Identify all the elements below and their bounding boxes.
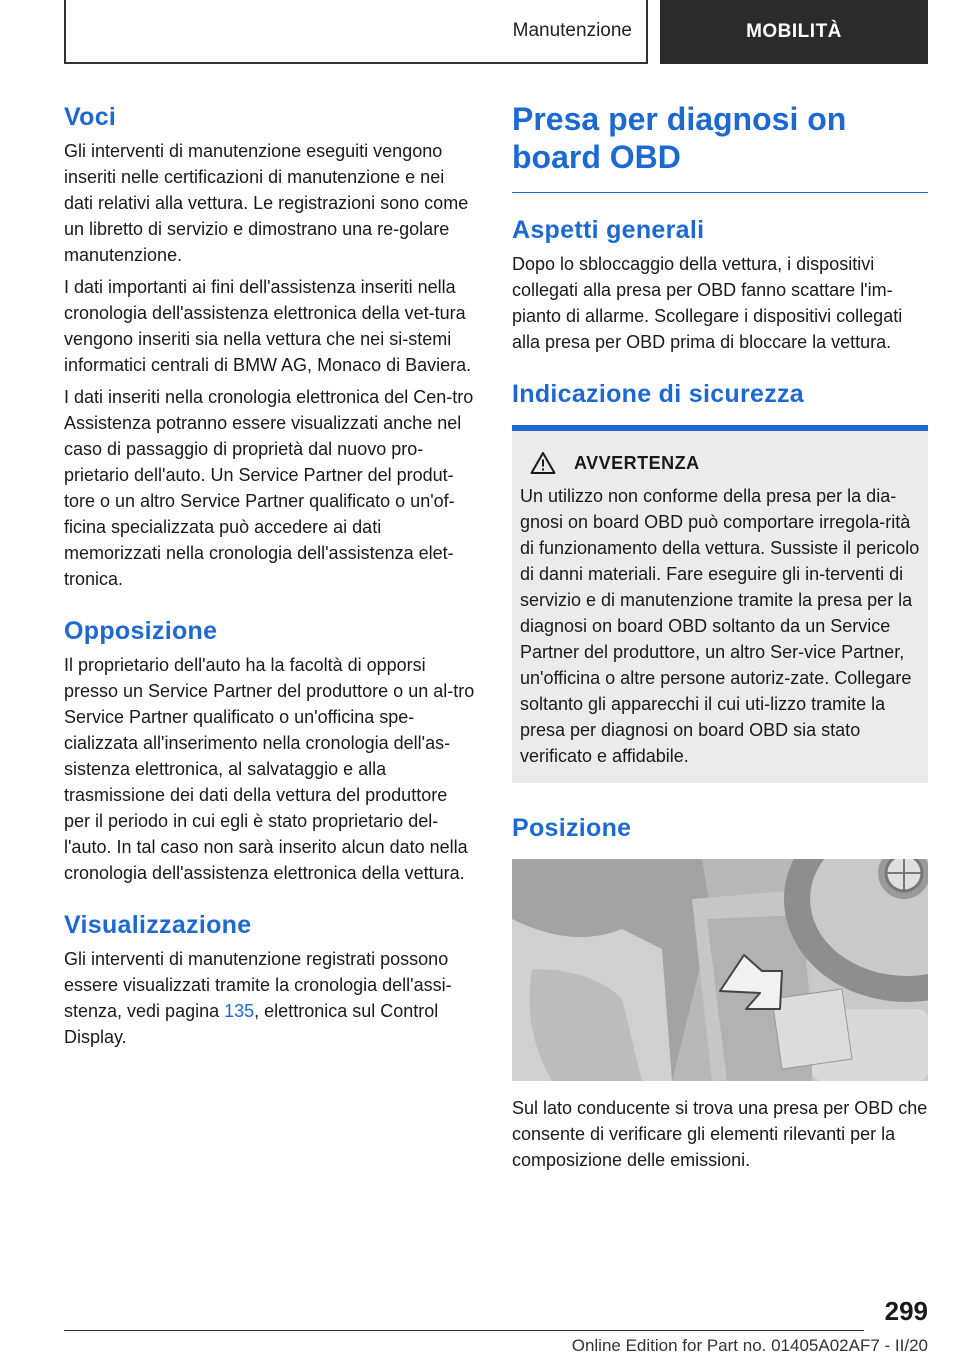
footer-edition: Online Edition for Part no. 01405A02AF7 - II/20	[571, 1336, 928, 1355]
title-divider	[512, 192, 928, 193]
header-section-tab	[64, 0, 648, 64]
obd-location-photo	[512, 859, 928, 1081]
right-column	[512, 100, 928, 1179]
obd-photo-illustration	[512, 859, 928, 1081]
page-title: Presa per diagnosi on board OBD	[512, 101, 847, 175]
section-title-visualizzazione: Visualizzazione	[64, 911, 252, 939]
section-title-opposizione: Opposizione	[64, 617, 218, 645]
section-title-sicurezza: Indicazione di sicurezza	[512, 380, 805, 408]
warning-text: Un utilizzo non conforme della presa per la dia‐gnosi on board OBD può comportare irregola‐rità di funzionamento della vettura. Sussiste il pericolo di danni materiali. Fare eseguire gli in‐terventi di servizio e di manutenzione tramite la presa per la diagnosi on board OBD soltanto da un Service Partner del produttore, un altro Ser‐vice Partner, un'officina o altre persone autoriz‐zate. Collegare soltanto gli apparecchi il cui uti‐lizzo tramite la presa per diagnosi on board OBD sia stato verificato e affidabile.	[520, 486, 920, 766]
visualizzazione-text-before: Gli interventi di manutenzione registrati possono essere visualizzati tramite la cronologia dell'assi‐stenza, vedi pagina	[64, 949, 452, 1021]
header-section-label: Manutenzione	[512, 20, 632, 41]
warning-triangle-icon	[530, 451, 556, 475]
voci-paragraph-2: I dati importanti ai fini dell'assistenza inseriti nella cronologia dell'assistenza elettronica della vet‐tura vengono inseriti sia nella vettura che nei si‐stemi informatici centrali di BMW AG, Monaco di Baviera.	[64, 277, 472, 375]
posizione-paragraph: Sul lato conducente si trova una presa per OBD che consente di verificare gli elementi rilevanti per la composizione delle emissioni.	[512, 1098, 928, 1170]
visualizzazione-paragraph	[64, 946, 478, 1050]
section-title-posizione: Posizione	[512, 814, 632, 842]
page-reference-link[interactable]: 135	[224, 1001, 255, 1021]
warning-header	[520, 451, 920, 475]
aspetti-paragraph: Dopo lo sbloccaggio della vettura, i dispositivi collegati alla presa per OBD fanno scattare l'im‐pianto di allarme. Scollegare i dispositivi collegati alla presa per OBD prima di bloccare la vettura.	[512, 254, 903, 352]
visualizzazione-text-after: , elettronica sul Control Display.	[64, 1001, 439, 1047]
page-header	[64, 0, 928, 64]
page-number: 299	[884, 1296, 928, 1326]
warning-label: AVVERTENZA	[574, 452, 700, 473]
warning-box	[512, 431, 928, 783]
section-title-aspetti: Aspetti generali	[512, 216, 705, 244]
footer-divider	[64, 1330, 864, 1331]
section-title-voci: Voci	[64, 103, 117, 131]
voci-paragraph-3: I dati inseriti nella cronologia elettronica del Cen‐tro Assistenza potranno essere visualizzati anche nel caso di passaggio di proprietà dal nuovo pro‐prietario dell'auto. Un Service Partner del produt‐tore o un altro Service Partner qualificato o un'of‐ficina specializzata può accedere ai dati memorizzati nella cronologia dell'assistenza elet‐tronica.	[64, 387, 474, 589]
left-column	[64, 100, 478, 1056]
header-chapter-tab	[660, 0, 928, 64]
voci-paragraph-1: Gli interventi di manutenzione eseguiti vengono inseriti nelle certificazioni di manutenzione e nei dati relativi alla vettura. Le registrazioni sono come un libretto di servizio e dimostrano una re‐golare manutenzione.	[64, 141, 469, 265]
opposizione-paragraph: Il proprietario dell'auto ha la facoltà di opporsi presso un Service Partner del produttore o un al‐tro Service Partner qualificato o un'officina spe‐cializzata all'inserimento nella cronologia dell'as‐sistenza elettronica, al salvataggio e alla trasmissione dei dati della vettura del produttore per il periodo in cui egli è stato proprietario del‐l'auto. In tal caso non sarà inserito alcun dato nella cronologia dell'assistenza elettronica della vettura.	[64, 655, 475, 883]
header-chapter-label: MOBILITÀ	[746, 21, 842, 42]
